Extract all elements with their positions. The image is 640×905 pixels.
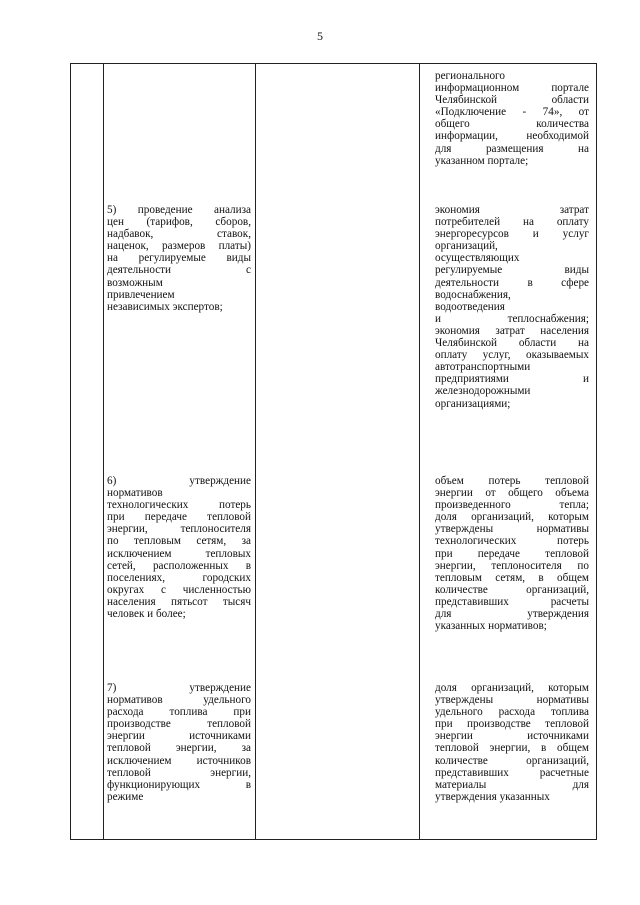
text-line: нормативов [107, 487, 163, 500]
text-line: тепловым сетям, в общем [435, 571, 589, 584]
text-line: информации, необходимой [435, 130, 589, 143]
text-line: округах с численностью [107, 583, 251, 596]
text-line: энергии источниками [107, 730, 251, 743]
text-line: при производстве тепловой [435, 718, 589, 731]
text-line: тепловой энергии, [107, 766, 251, 779]
text-line: представивших расчетные [435, 766, 589, 779]
column-divider [103, 64, 104, 839]
text-line: количестве организаций, [435, 583, 589, 596]
text-line: исключением тепловых [107, 547, 251, 560]
text-line: предприятиями и [435, 373, 589, 386]
text-line: водоотведения [435, 300, 505, 313]
text-line: по тепловым сетям, за [107, 535, 251, 548]
text-line: и теплоснабжения; [435, 312, 589, 325]
text-line: независимых экспертов; [107, 300, 223, 313]
text-line: деятельности с [107, 264, 251, 277]
text-line: произведенного тепла; [435, 499, 589, 512]
text-line: организаций, [435, 240, 498, 253]
document-table [70, 63, 597, 840]
text-line: утверждены нормативы [435, 523, 589, 536]
text-line: потребителей на оплату [435, 216, 589, 229]
text-line: технологических потерь [435, 535, 589, 548]
text-line: населения пятьсот тысяч [107, 595, 251, 608]
text-line: 7) утверждение [107, 682, 251, 694]
column-divider [419, 64, 420, 839]
page-number: 5 [317, 29, 323, 43]
text-line: организациями; [435, 397, 511, 410]
text-line: осуществляющих [435, 252, 520, 265]
text-line: технологических потерь [107, 499, 251, 512]
text-line: производстве тепловой [107, 718, 251, 731]
text-line: возможным [107, 276, 163, 289]
text-line: режиме [107, 790, 144, 803]
text-line: указанном портале; [435, 154, 529, 167]
text-line: доля организаций, которым [435, 511, 589, 524]
text-line: утверждения указанных [435, 790, 550, 803]
text-line: энергии источниками [435, 730, 589, 743]
text-line: 6) утверждение [107, 475, 251, 487]
text-line: материалы для [435, 778, 589, 791]
text-line: объем потерь тепловой [435, 475, 589, 487]
text-line: цен (тарифов, сборов, [107, 216, 251, 229]
text-line: Челябинской области на [435, 337, 589, 350]
text-line: исключением источников [107, 754, 251, 767]
row-3-indicator [435, 475, 589, 632]
text-line: «Подключение - 74», от [435, 106, 589, 119]
text-line: удельного расхода топлива [435, 706, 589, 719]
text-line: доля организаций, которым [435, 682, 589, 694]
text-line: надбавок, ставок, [107, 228, 251, 241]
text-line: водоснабжения, [435, 288, 511, 301]
text-line: привлечением [107, 288, 175, 301]
row-2-measure [107, 204, 251, 313]
text-line: при передаче тепловой [107, 511, 251, 524]
text-line: автотранспортными [435, 361, 531, 374]
text-line: энергоресурсов и услуг [435, 228, 589, 241]
text-line: расхода топлива при [107, 706, 251, 719]
row-2-indicator [435, 204, 589, 410]
text-line: утверждены нормативы [435, 694, 589, 707]
text-line: для утверждения [435, 608, 589, 621]
row-1-indicator [435, 70, 589, 167]
text-line: информационном портале [435, 82, 589, 95]
text-line: оплату услуг, оказываемых [435, 349, 589, 362]
text-line: регулируемые виды [435, 264, 589, 277]
text-line: тепловой энергии, в общем [435, 742, 589, 755]
text-line: железнодорожными [435, 385, 531, 398]
text-line: наценок, размеров платы) [107, 240, 251, 253]
text-line: энергии от общего объема [435, 487, 589, 500]
text-line: для размещения на [435, 142, 589, 155]
text-line: энергии, теплоносителя по [435, 559, 589, 572]
text-line: сетей, расположенных в [107, 559, 251, 572]
text-line: нормативов удельного [107, 694, 251, 707]
text-line: деятельности в сфере [435, 276, 589, 289]
row-4-measure [107, 682, 251, 803]
text-line: 5) проведение анализа [107, 204, 251, 216]
column-divider [255, 64, 256, 839]
text-line: при передаче тепловой [435, 547, 589, 560]
text-line: тепловой энергии, за [107, 742, 251, 755]
text-line: энергии, теплоносителя [107, 523, 251, 536]
text-line: экономия затрат населения [435, 324, 589, 337]
text-line: экономия затрат [435, 204, 589, 216]
text-line: представивших расчеты [435, 595, 589, 608]
text-line: поселениях, городских [107, 571, 251, 584]
text-line: общего количества [435, 118, 589, 131]
text-line: на регулируемые виды [107, 252, 251, 265]
row-4-indicator [435, 682, 589, 803]
text-line: количестве организаций, [435, 754, 589, 767]
text-line: человек и более; [107, 608, 186, 621]
text-line: указанных нормативов; [435, 620, 547, 633]
text-line: регионального [435, 70, 505, 82]
text-line: функционирующих в [107, 778, 251, 791]
text-line: Челябинской области [435, 94, 589, 107]
row-3-measure [107, 475, 251, 620]
